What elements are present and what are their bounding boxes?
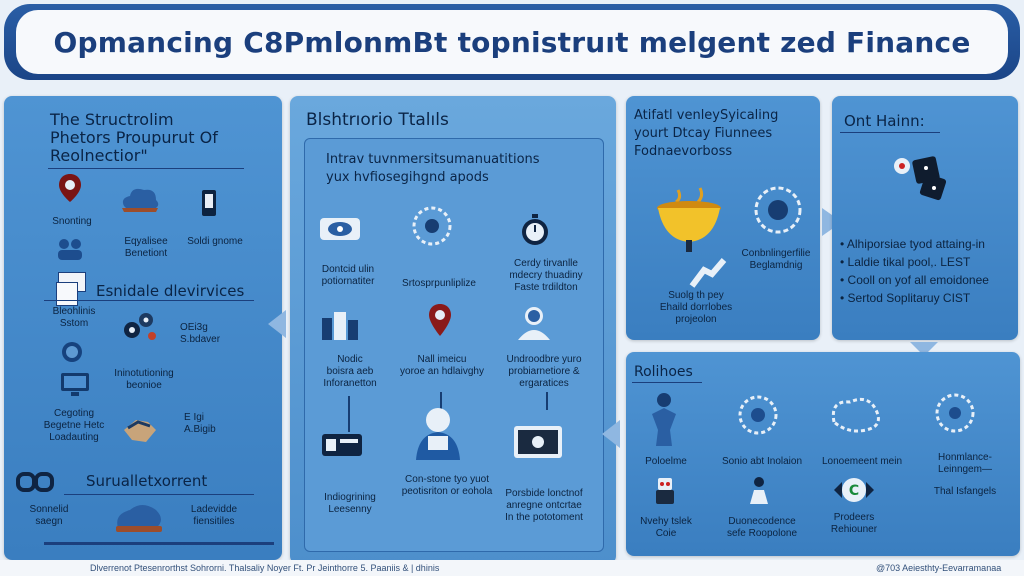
br-item-2: Sonio abt Inolaion <box>721 456 803 467</box>
eye-scan-icon <box>318 214 362 244</box>
left-heading-1: The Structrolim <box>50 110 174 129</box>
footer-right-text: @703 Aeiesthty-Eevarramanaa <box>876 563 1002 573</box>
br-item-1: Poloelme <box>645 456 687 467</box>
section3-title: Surualletxorrent <box>86 472 208 490</box>
phone-icon <box>200 188 218 218</box>
right-bullet-1: • Alhiporsiae tyod attaing-in <box>840 237 985 251</box>
cloud-hand-icon <box>118 182 162 214</box>
right-bullet-3: • Cooll on yof all emoidonee <box>840 273 989 287</box>
snowflake-icon <box>932 386 978 440</box>
swirl-icon <box>826 392 886 438</box>
arrow-mid-right <box>602 420 620 448</box>
top-center-panel <box>626 96 820 340</box>
connector-line-3 <box>546 392 548 410</box>
section2-title: Esnidale dlevirvices <box>96 282 245 300</box>
globe-icon <box>60 340 84 364</box>
br-item-7: Prodeers Rehiouner <box>830 512 878 535</box>
row3-label-3: Ladevidde fiensitiles <box>190 504 238 527</box>
footer <box>0 560 1024 576</box>
mid-item-1: Dontcid ulin potiornatiter <box>321 264 375 287</box>
mid-item-7: Indiogrining Leesenny <box>324 492 376 515</box>
handshake-icon <box>120 412 160 446</box>
stopwatch-icon <box>520 212 550 248</box>
right-bullet-2: • Laldie tikal pool,. LEST <box>840 255 971 269</box>
network-cluster-icon <box>748 180 808 240</box>
tc-title-2: yourt Dtcay Fiunnees <box>634 126 773 141</box>
br-item-5: Nvehy tslek Coie <box>640 516 692 539</box>
cloud-cluster-icon <box>730 392 786 438</box>
pot-icon <box>654 184 724 254</box>
row1-label-1: Snonting <box>52 216 92 227</box>
section2-icon-box <box>56 282 78 306</box>
wallet-hand-icon <box>112 498 166 536</box>
map-pin-icon <box>426 302 454 338</box>
page-title: Opmancing C8PmlonmBt topnistruıt melgent zed Finance <box>16 10 1008 74</box>
chain-icon <box>16 470 60 494</box>
robot-icon <box>652 476 678 506</box>
divider <box>48 168 244 169</box>
bottom-right-panel <box>626 352 1020 556</box>
mid-item-9: Porsbide lonctnof anregne ontcrtae In the pototoment <box>505 488 583 523</box>
row1-label-2: Eqyalisee Benetiont <box>124 236 168 259</box>
mid-item-6: Undroodbre yuro probiarnetiore & ergaratices <box>506 354 582 389</box>
row2-right-3: E Igi A.Bigib <box>184 412 216 435</box>
dice-icon <box>886 148 956 208</box>
br-item-4: Honmlance- Leinngem— <box>938 452 992 475</box>
tc-title-1: Atifatl venleySyicaling <box>634 108 779 123</box>
snowflake-network-icon <box>410 204 454 248</box>
row2-right-1: OEi3g S.bdaver <box>180 322 221 345</box>
br-item-6: Duonecodence sefe Roopolone <box>726 516 798 539</box>
br-title-underline <box>632 382 702 383</box>
row3-label-1: Sonnelid saegn <box>29 504 69 527</box>
mid-item-3: Cerdy tirvanlle mdecry thuadiny Faste trdildton <box>509 258 583 293</box>
row2-left-1: Bleohlinis Sstom <box>52 306 96 329</box>
monitor-icon <box>60 372 90 398</box>
mid-subtitle-1: Intrav tuvnmersitsumanuatitions <box>326 152 540 167</box>
hands-icon <box>688 252 728 292</box>
left-heading-2: Phetors Proupurut Of <box>50 128 218 147</box>
person-icon <box>746 476 772 506</box>
left-bottom-rule <box>44 542 274 545</box>
right-bullet-4: • Sertod Soplitaruy CIST <box>840 291 971 305</box>
br-item-8: Thal Isfangels <box>933 486 997 497</box>
row1-label-3: Soldi gnome <box>187 236 243 247</box>
right-panel <box>832 96 1018 340</box>
people-group-icon <box>56 236 84 262</box>
figure-icon <box>646 390 682 448</box>
character-icon <box>408 402 468 462</box>
badge-c-icon <box>830 474 878 506</box>
gears-icon <box>122 308 158 342</box>
footer-left-text: Dlverrenot Ptesenrorthst Sohrorni. Thalsaliy Noyer Ft. Pr Jeinthorre 5. Paaniis & | dhinis <box>90 563 440 573</box>
br-title: Rolihoes <box>634 364 693 380</box>
mid-item-4: Nodic boisra aeb Inforanetton <box>323 354 377 389</box>
mid-item-8: Con-stone tyo yuot peotisriton or eohola <box>401 474 493 497</box>
mid-subtitle-2: yux hvfiosegihgnd apods <box>326 170 489 185</box>
tc-caption-2: Conbnlingerfilie Beglamdnig <box>741 248 811 271</box>
br-item-3: Lonoemeent mein <box>821 456 903 467</box>
card-reader-icon <box>512 420 564 464</box>
tc-caption-1: Suolg th pey Ehaild dorrlobes projeolon <box>659 290 733 325</box>
right-title-underline <box>840 132 940 133</box>
left-panel <box>4 96 282 560</box>
right-title: Ont Hainn: <box>844 112 925 130</box>
middle-panel <box>290 96 616 564</box>
row2-left-3: Cegoting Begetne Hetc Loadauting <box>43 408 105 443</box>
connector-line-1 <box>348 396 350 432</box>
row2-left-2: Ininotutioning beonioe <box>114 368 174 391</box>
tc-title-3: Fodnaevorboss <box>634 144 733 159</box>
arrow-left <box>268 310 286 338</box>
svg-text:C: C <box>848 483 860 499</box>
section3-divider <box>64 494 254 495</box>
left-heading-3: Reolnectior" <box>50 146 148 165</box>
mid-item-5: Nall imeicu yoroe an hdlaivghy <box>400 354 484 377</box>
building-icon <box>320 308 360 342</box>
location-pin-icon <box>56 172 84 204</box>
mid-title: Blshtrıorio Ttalıls <box>306 110 449 130</box>
mid-item-2: Srtosprpunliplize <box>402 278 476 289</box>
header-banner <box>4 4 1020 80</box>
server-rack-icon <box>320 430 364 460</box>
user-avatar-icon <box>514 302 554 342</box>
section2-divider <box>44 300 254 301</box>
